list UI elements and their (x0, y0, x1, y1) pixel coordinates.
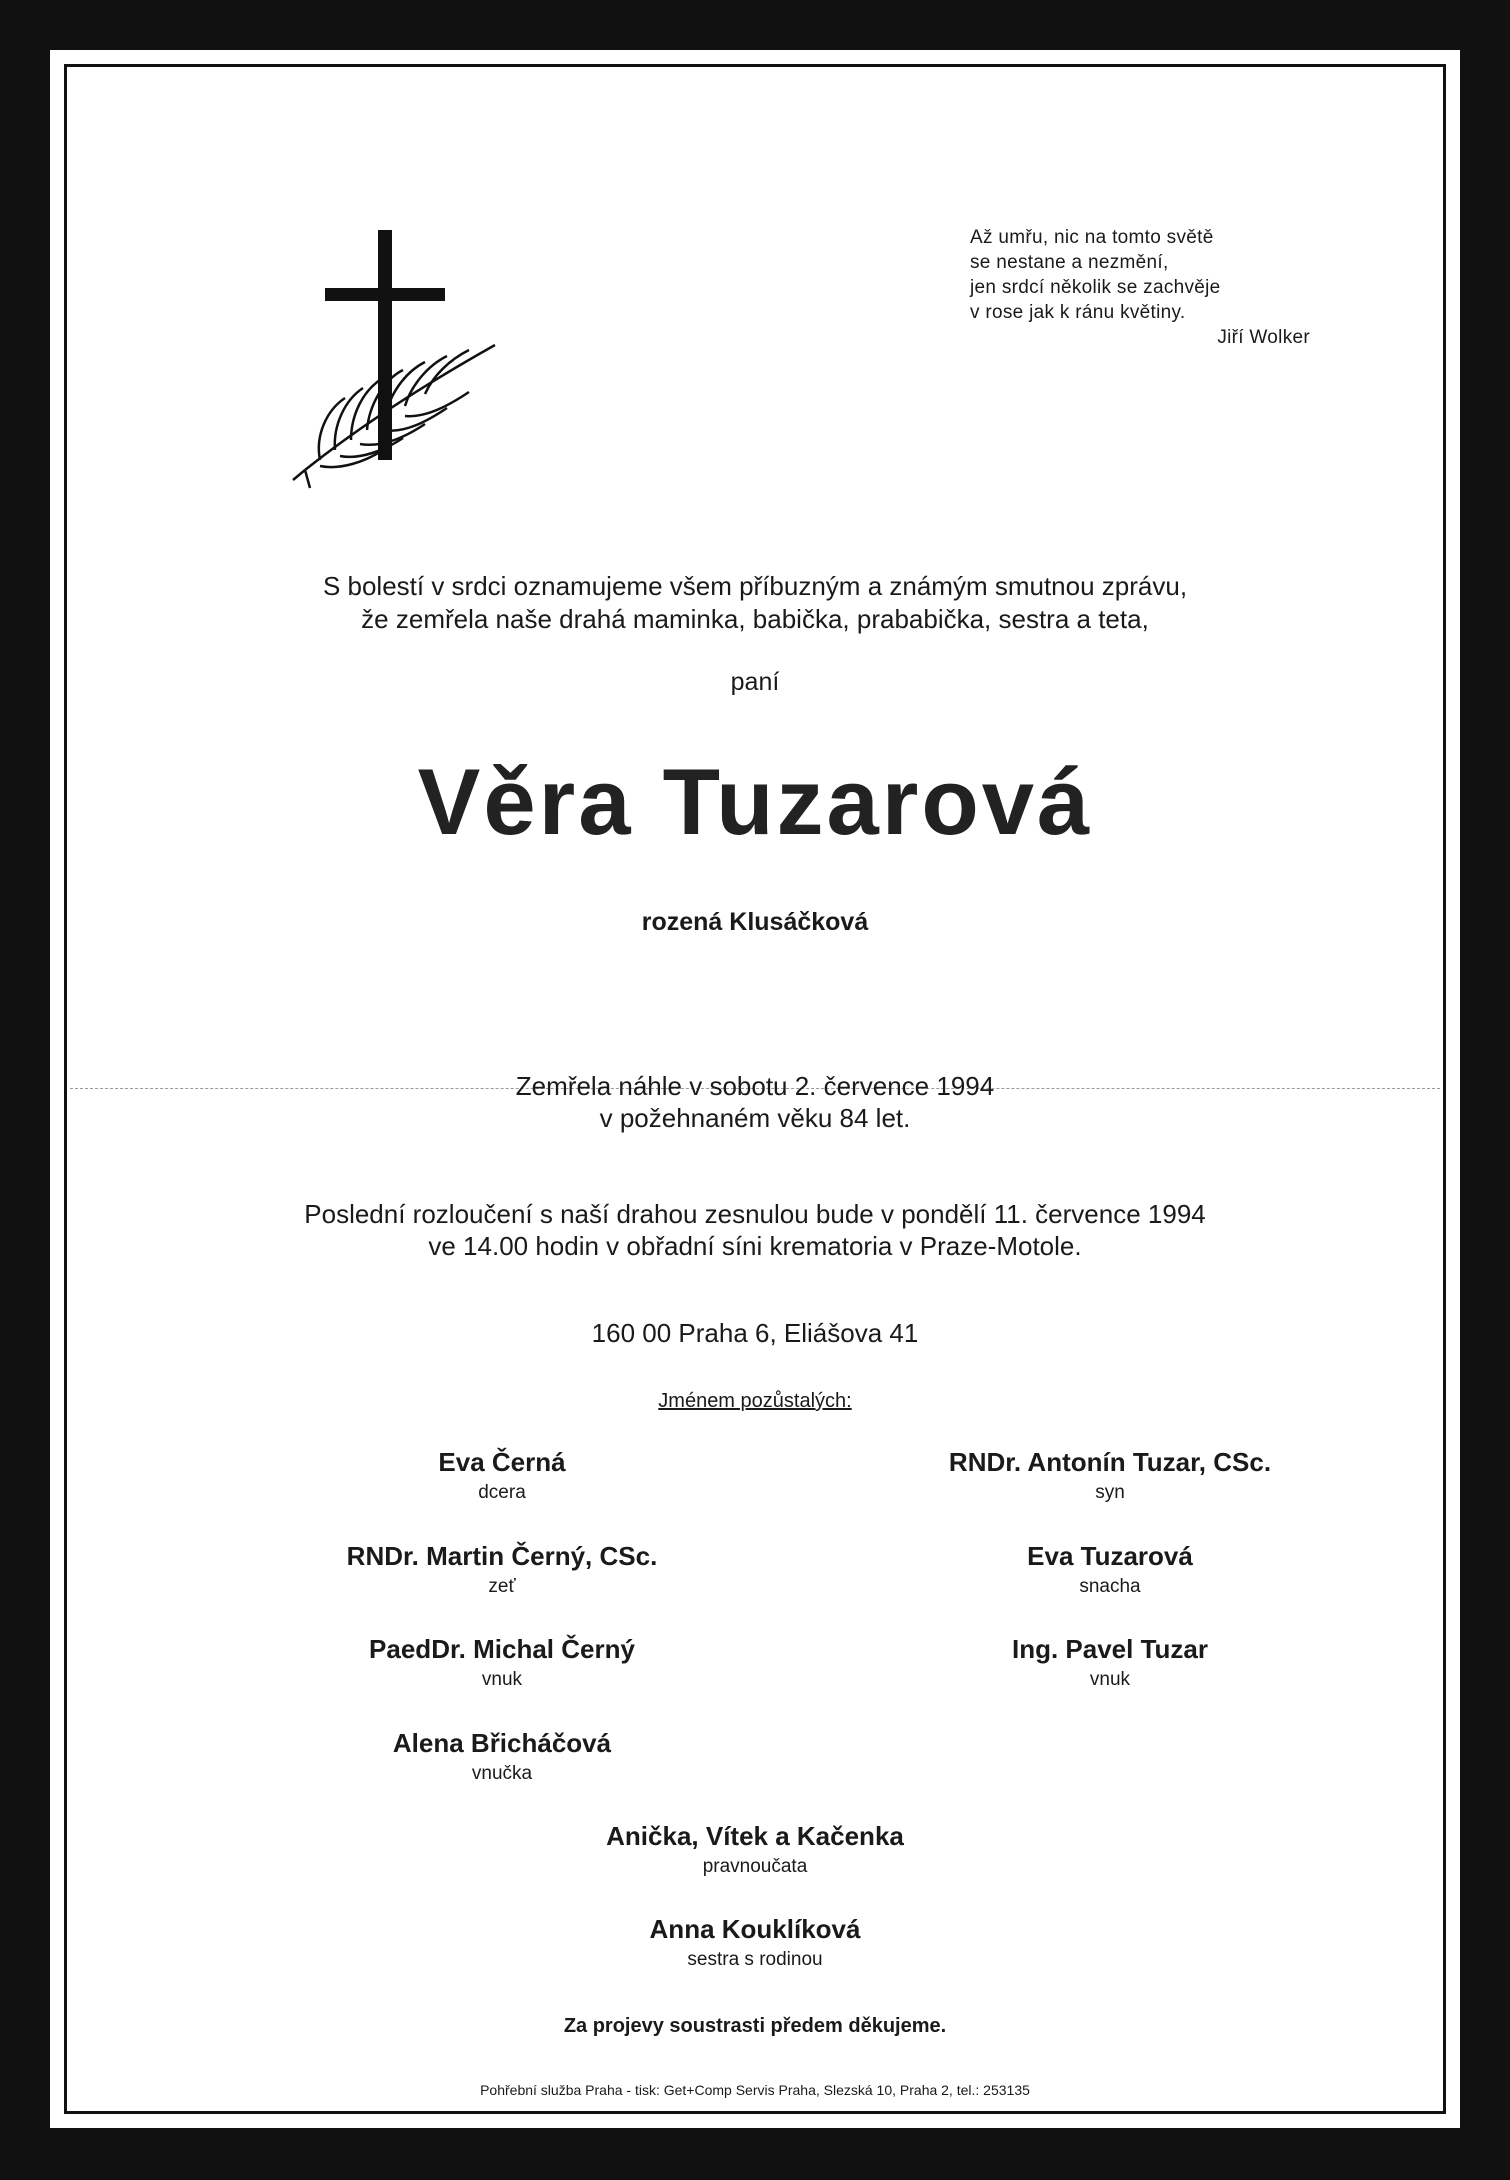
death-line: v požehnaném věku 84 let. (599, 1103, 911, 1133)
mourner-name: Eva Černá (438, 1447, 566, 1477)
mourner-role: vnuk (481, 1669, 523, 1690)
farewell-line: ve 14.00 hodin v obřadní síni krematoria v Praze-Motole. (428, 1231, 1082, 1261)
farewell-line: Poslední rozloučení s naší drahou zesnulou bude v pondělí 11. července 1994 (304, 1199, 1206, 1229)
mourner-name: PaedDr. Michal Černý (369, 1634, 635, 1664)
mourner (850, 1446, 1370, 1508)
announcement-line: S bolestí v srdci oznamujeme všem příbuzným a známým smutnou zprávu, (322, 571, 1188, 601)
mourner (850, 1540, 1370, 1602)
death-notice (70, 1070, 1440, 1134)
maiden-name: rozená Klusáčková (641, 908, 869, 936)
poem (970, 225, 1310, 350)
mourner-role: syn (1095, 1482, 1125, 1503)
deceased-name: Věra Tuzarová (417, 749, 1093, 854)
mourner-role: snacha (1079, 1576, 1141, 1597)
honorific: paní (730, 668, 780, 696)
mourner-name: RNDr. Antonín Tuzar, CSc. (948, 1447, 1272, 1477)
mourner (850, 1633, 1370, 1695)
mourner-role: sestra s rodinou (687, 1949, 823, 1970)
mourner-name: Anička, Vítek a Kačenka (606, 1821, 904, 1851)
mourner (242, 1633, 762, 1695)
mourner (495, 1913, 1015, 1975)
mourner-role: pravnoučata (702, 1856, 808, 1877)
mourner (242, 1446, 762, 1508)
mourner-role: vnučka (471, 1763, 533, 1784)
mourner-name: Ing. Pavel Tuzar (1011, 1634, 1208, 1664)
mourner-name: Alena Břicháčová (392, 1728, 612, 1758)
obituary-page (70, 70, 1440, 2110)
mourner-name: RNDr. Martin Černý, CSc. (346, 1541, 658, 1571)
thanks-note: Za projevy soustrasti předem děkujeme. (563, 2015, 947, 2037)
farewell-notice (70, 1198, 1440, 1262)
death-line: Zemřela náhle v sobotu 2. července 1994 (515, 1071, 995, 1101)
bereaved-heading-text: Jménem pozůstalých: (658, 1390, 852, 1412)
mourner (242, 1540, 762, 1602)
poem-line: se nestane a nezmění, (970, 252, 1169, 273)
mourner (242, 1727, 762, 1789)
mourner-role: vnuk (1089, 1669, 1131, 1690)
mourner-role: dcera (478, 1482, 526, 1503)
address: 160 00 Praha 6, Eliášova 41 (591, 1318, 919, 1348)
mourner-role: zeť (488, 1576, 516, 1597)
poem-line: Až umřu, nic na tomto světě (970, 227, 1214, 248)
cross-with-palm-icon (265, 230, 505, 550)
announcement (70, 570, 1440, 636)
mourner-name: Eva Tuzarová (1027, 1541, 1193, 1571)
printer-credit: Pohřební služba Praha - tisk: Get+Comp Servis Praha, Slezská 10, Praha 2, tel.: 253135 (480, 2082, 1030, 2098)
mourner-name: Anna Kouklíková (649, 1914, 861, 1944)
bereaved-heading (70, 1390, 1440, 1413)
poem-line: jen srdcí několik se zachvěje (970, 277, 1221, 298)
mourner (495, 1820, 1015, 1882)
poem-author: Jiří Wolker (1217, 327, 1310, 348)
announcement-line: že zemřela naše drahá maminka, babička, prababička, sestra a teta, (361, 604, 1149, 634)
poem-line: v rose jak k ránu květiny. (970, 302, 1186, 323)
